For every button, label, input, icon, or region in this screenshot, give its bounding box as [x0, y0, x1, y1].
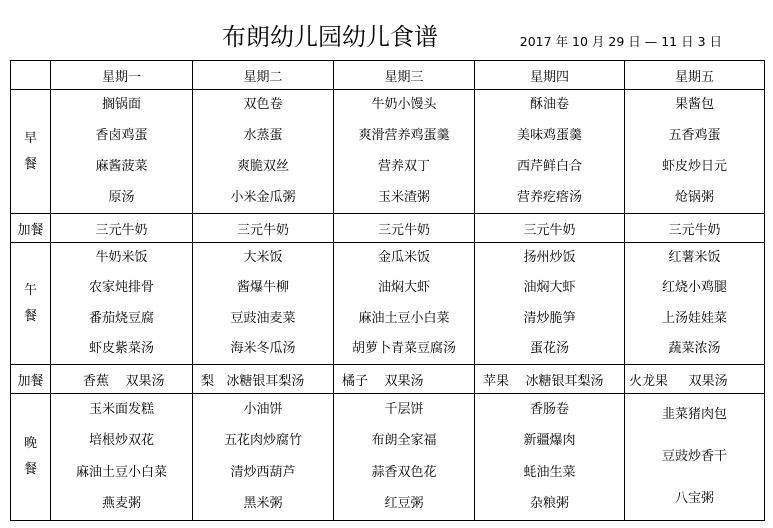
dinner-row-label [11, 394, 50, 520]
day-header-label: 星期四 [529, 69, 569, 85]
day-header-label: 星期一 [101, 69, 141, 85]
snack_pm-row-label [11, 365, 50, 393]
dish-name: 香卤鸡蛋 [95, 128, 148, 144]
dish-name: 农家炖排骨 [88, 280, 154, 296]
dish-name: 韭菜猪肉包 [661, 407, 727, 422]
dish-name: 扬州炒饭 [523, 250, 576, 266]
dish-name: 营养双丁 [377, 158, 430, 174]
dish-name: 杂粮粥 [529, 496, 569, 512]
dish-name: 大米饭 [243, 250, 283, 266]
row-label-char: 餐 [23, 462, 37, 477]
breakfast-cell [334, 90, 474, 213]
dish-name: 清炒脆笋 [523, 310, 576, 326]
day-header-label: 星期三 [384, 69, 424, 85]
dish-name: 香肠卷 [529, 401, 569, 417]
dish-name: 橘子 双果汤 [342, 373, 424, 389]
dish-name: 牛奶小馒头 [371, 97, 437, 113]
dish-name: 梨 冰糖银耳梨汤 [201, 373, 305, 389]
dish-name: 香蕉 双果汤 [83, 373, 165, 389]
dish-name: 虾皮紫菜汤 [88, 340, 154, 356]
snack_pm-cell [51, 365, 192, 393]
dinner-cell [334, 394, 474, 520]
row-label-text: 加餐 [17, 373, 44, 389]
dish-name: 三元牛奶 [668, 222, 721, 238]
day-header [193, 61, 333, 89]
dish-name: 三元牛奶 [523, 222, 576, 238]
row-label-char: 餐 [23, 156, 37, 172]
dish-name: 麻油土豆小白菜 [358, 310, 450, 326]
dish-name: 玉米渣粥 [377, 189, 430, 205]
dish-name: 酥油卷 [529, 97, 569, 113]
dinner-cell [51, 394, 192, 520]
dish-name: 果酱包 [674, 97, 714, 113]
dish-name: 水蒸蛋 [243, 128, 283, 144]
dish-name: 蔬菜浓汤 [668, 340, 721, 356]
dish-name: 海米冬瓜汤 [230, 340, 296, 356]
breakfast-row-label [11, 90, 50, 213]
row-label-char: 早 [23, 130, 37, 146]
dish-name: 玉米面发糕 [88, 401, 154, 417]
dish-name: 红烧小鸡腿 [661, 280, 727, 296]
day-header [334, 61, 474, 89]
snack_pm-cell [475, 365, 624, 393]
dish-name: 油焖大虾 [377, 280, 430, 296]
dish-name: 原汤 [108, 189, 135, 205]
dish-name: 红薯米饭 [668, 250, 721, 266]
dish-name: 双色卷 [243, 97, 283, 113]
h-rule [10, 520, 765, 521]
breakfast-cell [51, 90, 192, 213]
dish-name: 培根炒双花 [88, 433, 154, 449]
day-header-label: 星期二 [243, 69, 283, 85]
row-label-text: 加餐 [17, 222, 44, 238]
dish-name: 虾皮炒日元 [661, 158, 727, 174]
dish-name: 蒜香双色花 [371, 464, 437, 480]
lunch-cell [475, 243, 624, 364]
dish-name: 炝锅粥 [674, 189, 714, 205]
lunch-cell [51, 243, 192, 364]
dish-name: 苹果 冰糖银耳梨汤 [483, 373, 604, 389]
row-label-char: 午 [23, 282, 37, 298]
dish-name: 燕麦粥 [101, 496, 141, 512]
snack_am-cell [193, 214, 333, 242]
lunch-cell [193, 243, 333, 364]
dish-name: 小米金瓜粥 [230, 189, 296, 205]
day-header-label: 星期五 [674, 69, 714, 85]
dish-name: 八宝粥 [674, 491, 714, 506]
breakfast-cell [193, 90, 333, 213]
snack_pm-cell [625, 365, 764, 393]
dinner-cell [193, 394, 333, 520]
day-header [51, 61, 192, 89]
day-header [475, 61, 624, 89]
v-rule [764, 60, 765, 521]
dish-name: 豆豉油麦菜 [230, 310, 296, 326]
dish-name: 清炒西葫芦 [230, 464, 296, 480]
dish-name: 蛋花汤 [529, 340, 569, 356]
snack_am-cell [51, 214, 192, 242]
dish-name: 油焖大虾 [523, 280, 576, 296]
dish-name: 三元牛奶 [236, 222, 289, 238]
snack_am-cell [475, 214, 624, 242]
day-header [625, 61, 764, 89]
dish-name: 麻油土豆小白菜 [75, 464, 167, 480]
lunch-row-label [11, 243, 50, 364]
dish-name: 蚝油生菜 [523, 464, 576, 480]
dish-name: 红豆粥 [384, 496, 424, 512]
snack_am-cell [625, 214, 764, 242]
dish-name: 上汤娃娃菜 [661, 310, 727, 326]
lunch-cell [625, 243, 764, 364]
snack_pm-cell [193, 365, 333, 393]
dish-name: 三元牛奶 [95, 222, 148, 238]
dinner-cell [475, 394, 624, 520]
dish-name: 爽脆双丝 [236, 158, 289, 174]
dish-name: 火龙果 双果汤 [629, 373, 728, 389]
dish-name: 黑米粥 [243, 496, 283, 512]
dish-name: 千层饼 [384, 401, 424, 417]
row-label-char: 餐 [23, 308, 37, 324]
dish-name: 小油饼 [243, 401, 283, 417]
dish-name: 金瓜米饭 [377, 250, 430, 266]
dish-name: 豆豉炒香干 [661, 449, 727, 464]
dish-name: 酱爆牛柳 [236, 280, 289, 296]
breakfast-cell [475, 90, 624, 213]
dish-name: 牛奶米饭 [95, 250, 148, 266]
snack_pm-cell [334, 365, 474, 393]
dish-name: 胡萝卜青菜豆腐汤 [351, 340, 456, 356]
row-label-char: 晚 [23, 436, 37, 451]
dish-name: 布朗全家福 [371, 433, 437, 449]
dish-name: 麻酱菠菜 [95, 158, 148, 174]
dish-name: 营养疙瘩汤 [516, 189, 582, 205]
dish-name: 五香鸡蛋 [668, 128, 721, 144]
dish-name: 美味鸡蛋羹 [516, 128, 582, 144]
date-range: 2017 年 10 月 29 日 — 11 日 3 日 [519, 34, 722, 49]
snack_am-row-label [11, 214, 50, 242]
page-title: 布朗幼儿园幼儿食谱 [222, 23, 438, 51]
dish-name: 爽滑营养鸡蛋羹 [358, 128, 450, 144]
dish-name: 新疆爆肉 [523, 433, 576, 449]
dish-name: 搁锅面 [101, 97, 141, 113]
dinner-cell [625, 394, 764, 520]
dish-name: 番茄烧豆腐 [88, 310, 154, 326]
dish-name: 五花肉炒腐竹 [223, 433, 302, 449]
lunch-cell [334, 243, 474, 364]
snack_am-cell [334, 214, 474, 242]
breakfast-cell [625, 90, 764, 213]
dish-name: 西芹鲜白合 [516, 158, 582, 174]
dish-name: 三元牛奶 [377, 222, 430, 238]
